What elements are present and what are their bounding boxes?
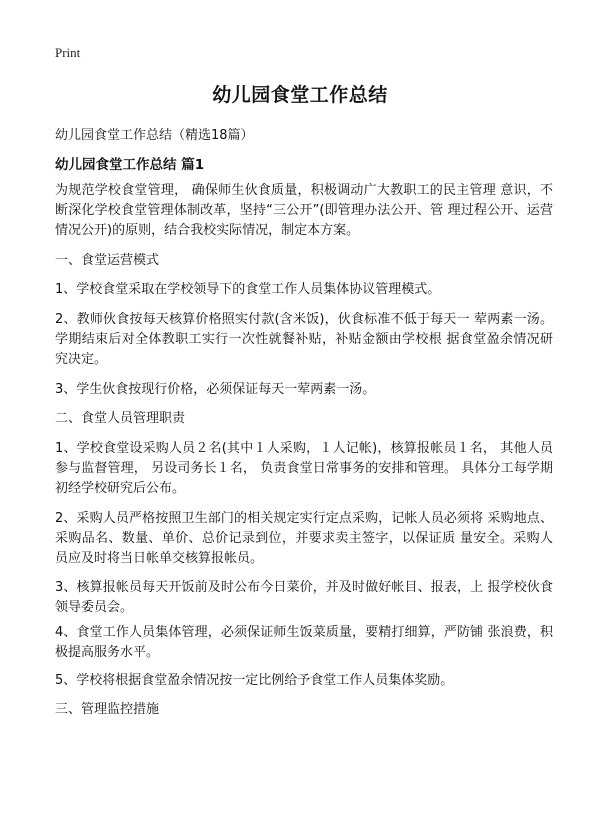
section-heading: 幼儿园食堂工作总结 篇1 bbox=[55, 157, 205, 173]
paragraph-item: 5、学校将根据食堂盈余情况按一定比例给予食堂工作人员集体奖励。 bbox=[55, 673, 454, 688]
paragraph-item: 3、学生伙食按现行价格，必须保证每天一荤两素一汤。 bbox=[55, 382, 376, 397]
document-title: 幼儿园食堂工作总结 bbox=[212, 84, 388, 106]
paragraph-item: 2、采购人员严格按照卫生部门的相关规定实行定点采购，记帐人员必须将 采购地点、采购品名、数量、单价、总价记录到位，并要求卖主签字，以保证质 量安全。采购人员应及时将当日帐单交核算报帐员。 bbox=[55, 511, 553, 566]
paragraph-item: 3、核算报帐员每天开饭前及时公布今日菜价，并及时做好帐目、报表，上 报学校伙食领导委员会。 bbox=[55, 580, 553, 615]
heading-operation-mode: 一、食堂运营模式 bbox=[55, 253, 160, 268]
paragraph-item: 1、学校食堂采取在学校领导下的食堂工作人员集体协议管理模式。 bbox=[55, 282, 441, 297]
document-subtitle: 幼儿园食堂工作总结（精选18篇） bbox=[55, 128, 254, 143]
print-link[interactable]: Print bbox=[55, 45, 81, 60]
paragraph-item: 1、学校食堂设采购人员２名(其中１人采购，１人记帐)，核算报帐员１名， 其他人员参与监督管理， 另设司务长１名， 负责食堂日常事务的安排和管理。 具体分工每学期初经学校研究后公布。 bbox=[55, 441, 553, 496]
heading-staff-duties: 二、食堂人员管理职责 bbox=[55, 411, 186, 426]
heading-monitoring: 三、管理监控措施 bbox=[55, 702, 160, 717]
intro-paragraph: 为规范学校食堂管理， 确保师生伙食质量，积极调动广大教职工的民主管理 意识，不断深化学校食堂管理体制改革，坚持“三公开”(即管理办法公开、管 理过程公开、运营情况公开)的原则，结合我校实际情况，制定本方案。 bbox=[55, 183, 553, 238]
paragraph-item: 4、食堂工作人员集体管理，必须保证师生饭菜质量，要精打细算，严防铺 张浪费，积极提高服务水平。 bbox=[55, 625, 553, 660]
paragraph-item: 2、教师伙食按每天核算价格照实付款(含米饭)，伙食标准不低于每天一 荤两素一汤。 学期结束后对全体教职工实行一次性就餐补贴，补贴金额由学校根 据食堂盈余情况研究决定。 bbox=[55, 312, 553, 367]
